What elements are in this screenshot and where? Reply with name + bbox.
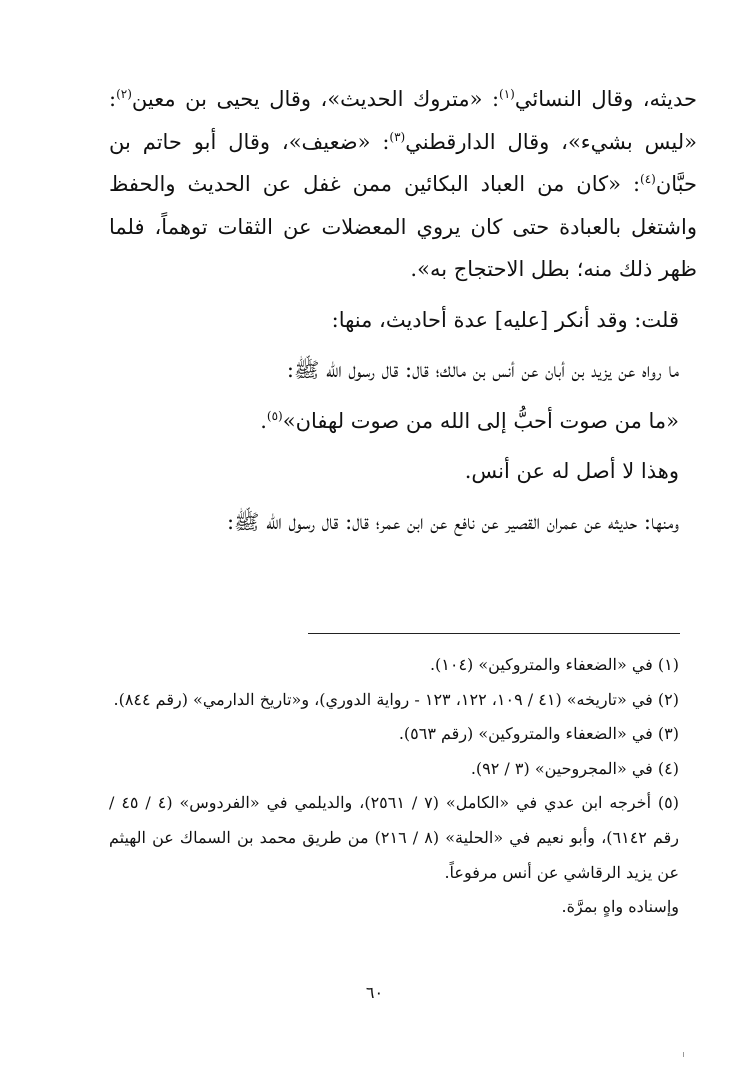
text-run: : [109, 87, 117, 111]
hadith-1-comment: وهذا لا أصل له عن أنس. [464, 459, 679, 483]
footnote-ref-5[interactable]: (٥) [266, 408, 283, 423]
text-run: : «متروك الحديث»، وقال يحيى بن معين [131, 87, 500, 111]
main-text [109, 78, 697, 543]
footnote-3: (٣) في «الضعفاء والمتروكين» (رقم ٥٦٣). [398, 724, 679, 744]
page-number: ٦٠ [365, 983, 384, 1002]
footnote-1: (١) في «الضعفاء والمتروكين» (١٠٤). [429, 655, 679, 674]
footnote-5: (٥) أخرجه ابن عدي في «الكامل» (٧ / ٢٥٦١)، والديلمي في «الفردوس» (٤ / ٤٥ / رقم ٦١٤٢)، وأبو نعيم في «الحلية» (٨ / ٢١٦) من طريق محمد بن السماك عن الهيثم عن يزيد الرقاشي عن أنس مرفوعاً. [109, 793, 680, 882]
text-run: حديثه، وقال النسائي [514, 87, 697, 111]
text-run: : «ضعيف»، وقال أبو حاتم بن حبَّان [109, 129, 697, 196]
qult-paragraph: قلت: وقد أنكر [عليه] عدة أحاديث، منها: [331, 307, 679, 332]
footnote-separator [308, 633, 680, 634]
hadith-1-text [109, 400, 697, 443]
footnote-ref-1[interactable]: (١) [499, 87, 515, 101]
footnote-4: (٤) في «المجروحين» (٣ / ٩٢). [470, 758, 679, 778]
text-run: : [632, 172, 641, 196]
quote-text: «كان من العباد البكائين ممن غفل عن الحديث والحفظ واشتغل بالعبادة حتى كان يروي المعضلات عن الثقات توهماً، فلما ظهر ذلك منه؛ بطل الاحتجاج به». [109, 172, 697, 281]
scan-mark [683, 1052, 684, 1057]
footnote-2: (٢) في «تاريخه» (٤١ / ١٠٩، ١٢٢، ١٢٣ - رواية الدوري)، و«تاريخ الدارمي» (رقم ٨٤٤). [113, 689, 679, 709]
footnote-ref-2[interactable]: (٢) [116, 87, 132, 101]
text-run: . [260, 408, 267, 433]
footnote-ref-3[interactable]: (٣) [389, 129, 406, 144]
footnote-ref-4[interactable]: (٤) [640, 172, 656, 186]
footnotes [109, 648, 697, 925]
hadith-quote: «ما من صوت أحبُّ إلى الله من صوت لهفان» [282, 408, 679, 433]
hadith-1-intro: ما رواه عن يزيد بن أبان عن أنس بن مالك؛ قال: قال رسول الله ﷺ: [286, 358, 679, 382]
footnote-5-continuation: وإسناده واهٍ بمرَّة. [561, 897, 679, 917]
hadith-2-intro: ومنها: حديثه عن عمران القصير عن نافع عن ابن عمر؛ قال: قال رسول الله ﷺ: [226, 509, 679, 534]
text-run: «ليس بشيء»، وقال الدارقطني [405, 129, 697, 154]
paragraph-1 [109, 78, 697, 291]
